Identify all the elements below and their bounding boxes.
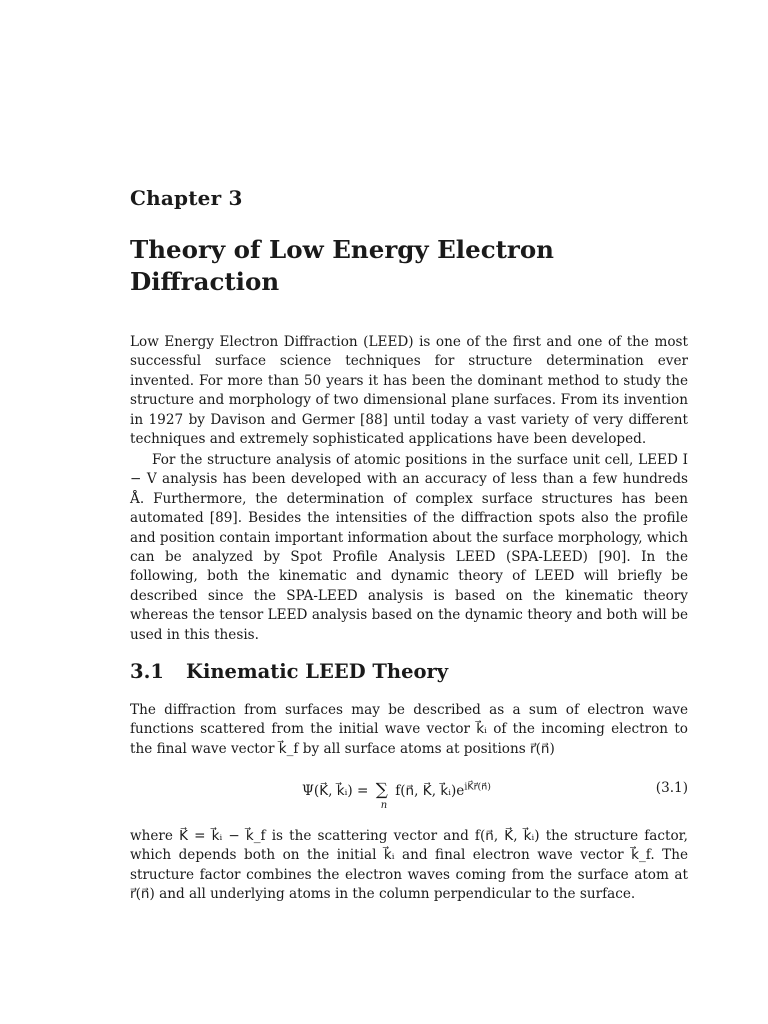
- equation-exponent: iK⃗r⃗(n⃗): [464, 781, 491, 793]
- section-paragraph-2: where K⃗ = k⃗ᵢ − k⃗_f is the scattering vector and f(n⃗, K⃗, k⃗ᵢ) the structure factor, which depends both on the initial k⃗ᵢ and final electron wave vector k⃗_f. The structure factor combines the electron waves coming from the surface atom at r⃗(n⃗) and all underlying atoms in the column perpendicular to the surface.: [130, 828, 688, 903]
- equation: [130, 778, 688, 814]
- intro-paragraph-2: For the structure analysis of atomic positions in the surface unit cell, LEED I − V analysis has been developed with an accuracy of less than a few hundreds Å. Furthermore, the determination of complex surface structures has been automated [89]. Besides the intensities of the diffraction spots also the profile and position contain important information about the surface morphology, which can be analyzed by Spot Profile Analysis LEED (SPA-LEED) [90]. In the following, both the kinematic and dynamic theory of LEED will briefly be described since the SPA-LEED analysis is based on the kinematic theory whereas the tensor LEED analysis based on the dynamic theory and both will be used in this thesis.: [130, 452, 688, 643]
- equation-rhs: f(n⃗, K⃗, k⃗ᵢ)e: [395, 783, 465, 799]
- equation-body: [302, 780, 491, 811]
- equation-number: (3.1): [655, 780, 688, 796]
- equation-lhs: Ψ(K⃗, k⃗ᵢ) =: [302, 783, 369, 799]
- chapter-label: Chapter 3: [130, 186, 243, 210]
- chapter-title: Theory of Low Energy Electron Diffraction: [130, 235, 554, 296]
- section-paragraph-1: The diffraction from surfaces may be described as a sum of electron wave functions scattered from the initial wave vector k⃗ᵢ of the incoming electron to the final wave vector k⃗_f by all surface atoms at positions r⃗(n⃗): [130, 702, 688, 757]
- section-title: Kinematic LEED Theory: [186, 660, 449, 683]
- intro-paragraph-1: Low Energy Electron Diffraction (LEED) is one of the first and one of the most successful surface science techniques for structure determination ever invented. For more than 50 years it has been the dominant method to study the structure and morphology of two dimensional plane surfaces. From its invention in 1927 by Davison and Germer [88] until today a vast variety of very different techniques and extremely sophisticated applications have been developed.: [130, 334, 688, 448]
- sum-symbol: ∑ n: [375, 780, 388, 811]
- section-number: 3.1: [130, 660, 164, 683]
- sum-index: n: [380, 800, 388, 811]
- section-heading: [130, 660, 448, 683]
